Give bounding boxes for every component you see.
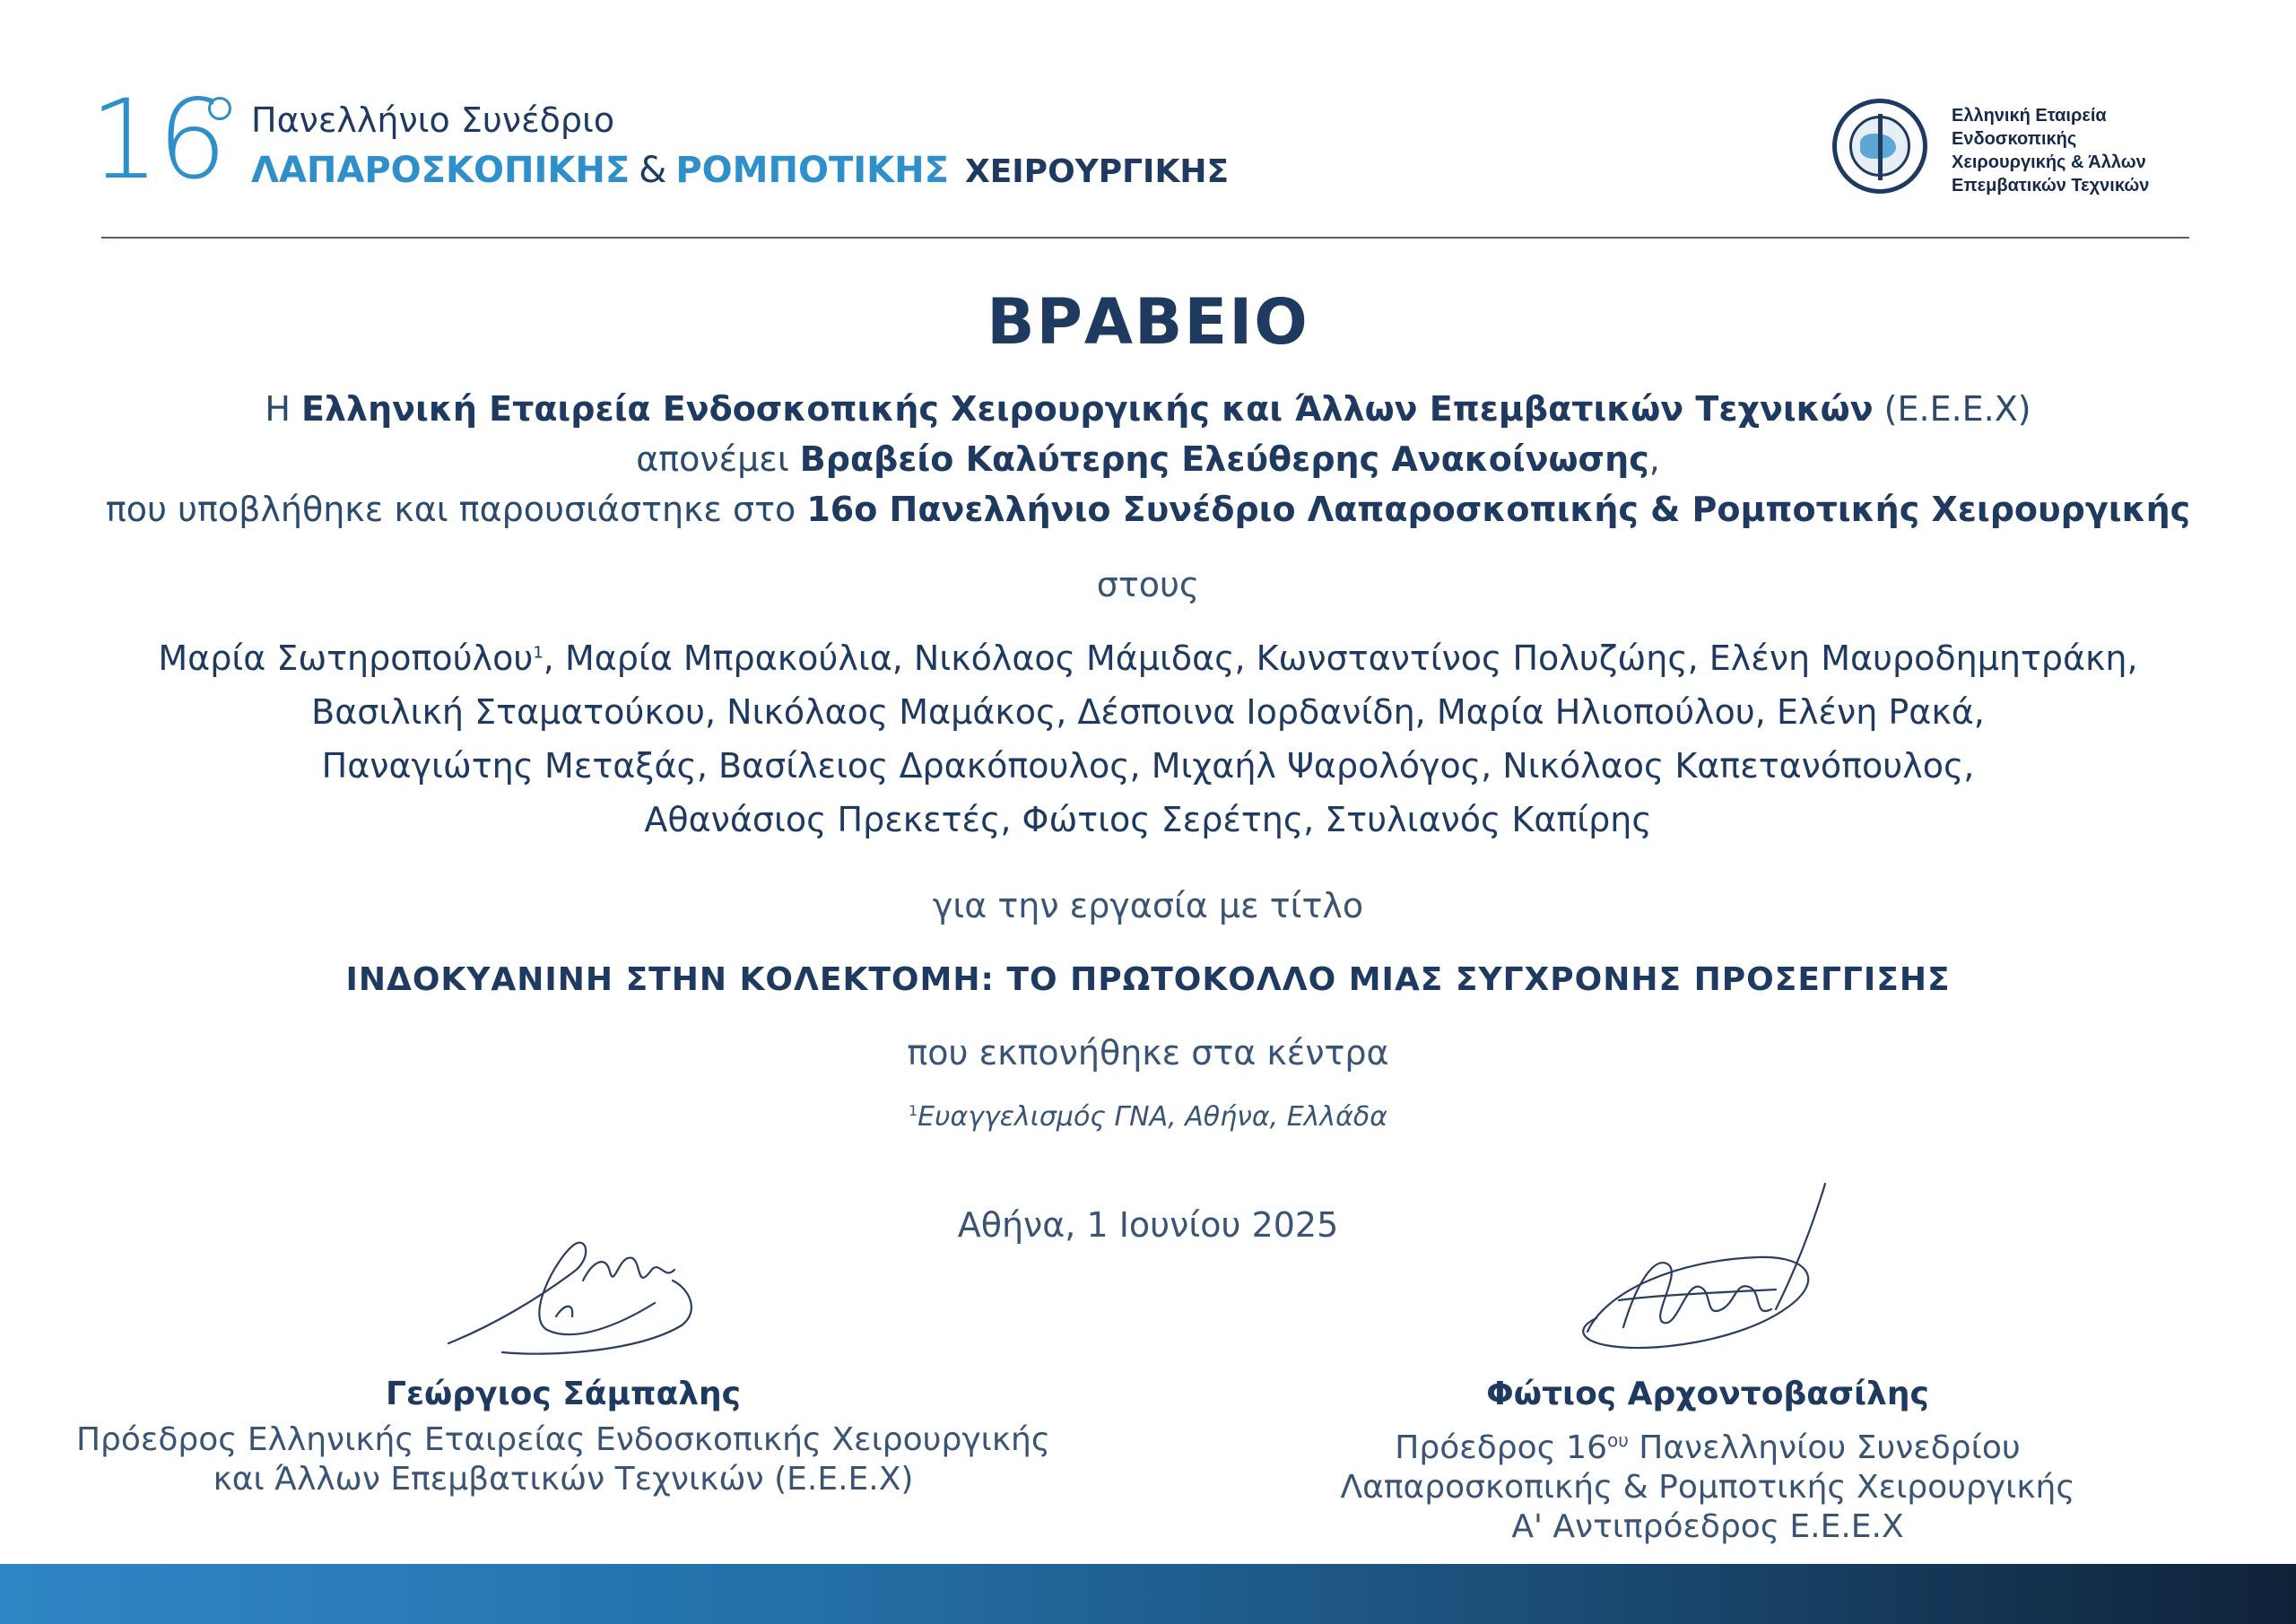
affiliation-text: Ευαγγελισμός ΓΝΑ, Αθήνα, Ελλάδα (918, 1101, 1388, 1133)
first-author-affil-sup: 1 (533, 643, 544, 663)
society-name: Ελληνική Εταιρεία Ενδοσκοπικής Χειρουργικής και Άλλων Επεμβατικών Τεχνικών (301, 389, 1874, 429)
left-signature-image (439, 1218, 709, 1361)
award-date: Αθήνα, 1 Ιουνίου 2025 (957, 1205, 1339, 1245)
congress-title-line2 (251, 150, 1230, 191)
congress-title-laparoscopic: ΛΑΠΑΡΟΣΚΟΠΙΚΗΣ (251, 150, 631, 191)
work-title: ΙΝΔΟΚΥΑΝΙΝΗ ΣΤΗΝ ΚΟΛΕΚΤΟΜΗ: ΤΟ ΠΡΩΤΟΚΟΛΛΟ ΜΙΑΣ ΣΥΓΧΡΟΝΗΣ ΠΡΟΣΕΓΓΙΣΗΣ (345, 961, 1951, 998)
left-signer-role (0, 1420, 1126, 1499)
staff-of-asclepius-icon (1878, 114, 1883, 180)
work-label: για την εργασία με τίτλο (932, 886, 1364, 925)
header-divider (101, 237, 2189, 239)
footer-gradient-bar (0, 1564, 2296, 1624)
left-signer-role-line1: Πρόεδρος Ελληνικής Εταιρείας Ενδοσκοπικής Χειρουργικής (75, 1421, 1050, 1458)
degree-symbol (208, 97, 231, 120)
society-logo-line4: Επεμβατικών Τεχνικών (1952, 176, 2150, 195)
congress-full-name: 16ο Πανελλήνιο Συνέδριο Λαπαροσκοπικής & Ρομποτικής Χειρουργικής (806, 490, 2191, 529)
authors-line-1-rest: , Μαρία Μπρακούλια, Νικόλαος Μάμιδας, Κωνσταντίνος Πολυζώης, Ελένη Μαυροδημητράκη, (543, 638, 2138, 678)
award-line1-pre: Η (265, 389, 302, 429)
right-signer-role (1166, 1420, 2249, 1547)
authors-line-3: Παναγιώτης Μεταξάς, Βασίλειος Δρακόπουλος, Μιχαήλ Ψαρολόγος, Νικόλαος Καπετανόπουλος, (321, 746, 1975, 786)
right-signature-image (1570, 1175, 1839, 1363)
society-logo-line1: Ελληνική Εταιρεία (1952, 106, 2107, 126)
authors-line-4: Αθανάσιος Πρεκετές, Φώτιος Σερέτης, Στυλιανός Καπίρης (644, 800, 1652, 839)
affiliation-sup: 1 (908, 1102, 918, 1119)
society-abbrev: (Ε.Ε.Ε.Χ) (1873, 389, 2031, 429)
authors-line-1 (0, 638, 2296, 678)
centers-label: που εκπονήθηκε στα κέντρα (907, 1033, 1389, 1073)
award-title: ΒΡΑΒΕΙΟ (987, 285, 1309, 359)
award-name: Βραβείο Καλύτερης Ελεύθερης Ανακοίνωσης (799, 439, 1649, 479)
right-signer-name: Φώτιος Αρχοντοβασίλης (1486, 1376, 1929, 1412)
congress-title-line1: Πανελλήνιο Συνέδριο (251, 100, 615, 140)
society-logo-line2: Ενδοσκοπικής (1952, 129, 2077, 149)
first-author: Μαρία Σωτηροπούλου (158, 638, 534, 678)
society-logo-text (1952, 104, 2149, 197)
recipients-label: στους (1096, 565, 1200, 604)
right-signer-role-line1 (1166, 1420, 2249, 1468)
award-line3-pre: που υποβλήθηκε και παρουσιάστηκε στο (105, 490, 807, 529)
award-grants-line (0, 439, 2296, 479)
left-signer-role-line2: και Άλλων Επεμβατικών Τεχνικών (Ε.Ε.Ε.Χ) (213, 1461, 914, 1498)
award-line2-post: , (1648, 439, 1660, 479)
right-role-line1-sup: ου (1607, 1429, 1629, 1451)
congress-title-robotic: ΡΟΜΠΟΤΙΚΗΣ (675, 150, 949, 191)
award-society-line (0, 389, 2296, 429)
right-role-line1-post: Πανελληνίου Συνεδρίου (1628, 1429, 2021, 1466)
society-logo-line3: Χειρουργικής & Άλλων (1952, 152, 2146, 172)
left-signer-name: Γεώργιος Σάμπαλης (386, 1376, 741, 1412)
congress-title-surgery: ΧΕΙΡΟΥΡΓΙΚΗΣ (964, 153, 1230, 190)
right-signer-role-line2: Λαπαροσκοπικής & Ρομποτικής Χειρουργικής (1340, 1469, 2075, 1506)
congress-title-amp: & (639, 150, 667, 191)
affiliation (0, 1101, 2296, 1133)
congress-number: 16 (90, 76, 226, 204)
award-presented-line (0, 490, 2296, 529)
right-role-line1-pre: Πρόεδρος 16 (1395, 1429, 1607, 1466)
right-signer-role-line3: Α' Αντιπρόεδρος Ε.Ε.Ε.Χ (1511, 1508, 1904, 1545)
authors-line-2: Βασιλική Σταματούκου, Νικόλαος Μαμάκος, Δέσποινα Ιορδανίδη, Μαρία Ηλιοπούλου, Ελένη Ρακά, (311, 692, 1985, 732)
society-seal-logo (1832, 99, 1927, 194)
award-line2-pre: απονέμει (636, 439, 800, 479)
